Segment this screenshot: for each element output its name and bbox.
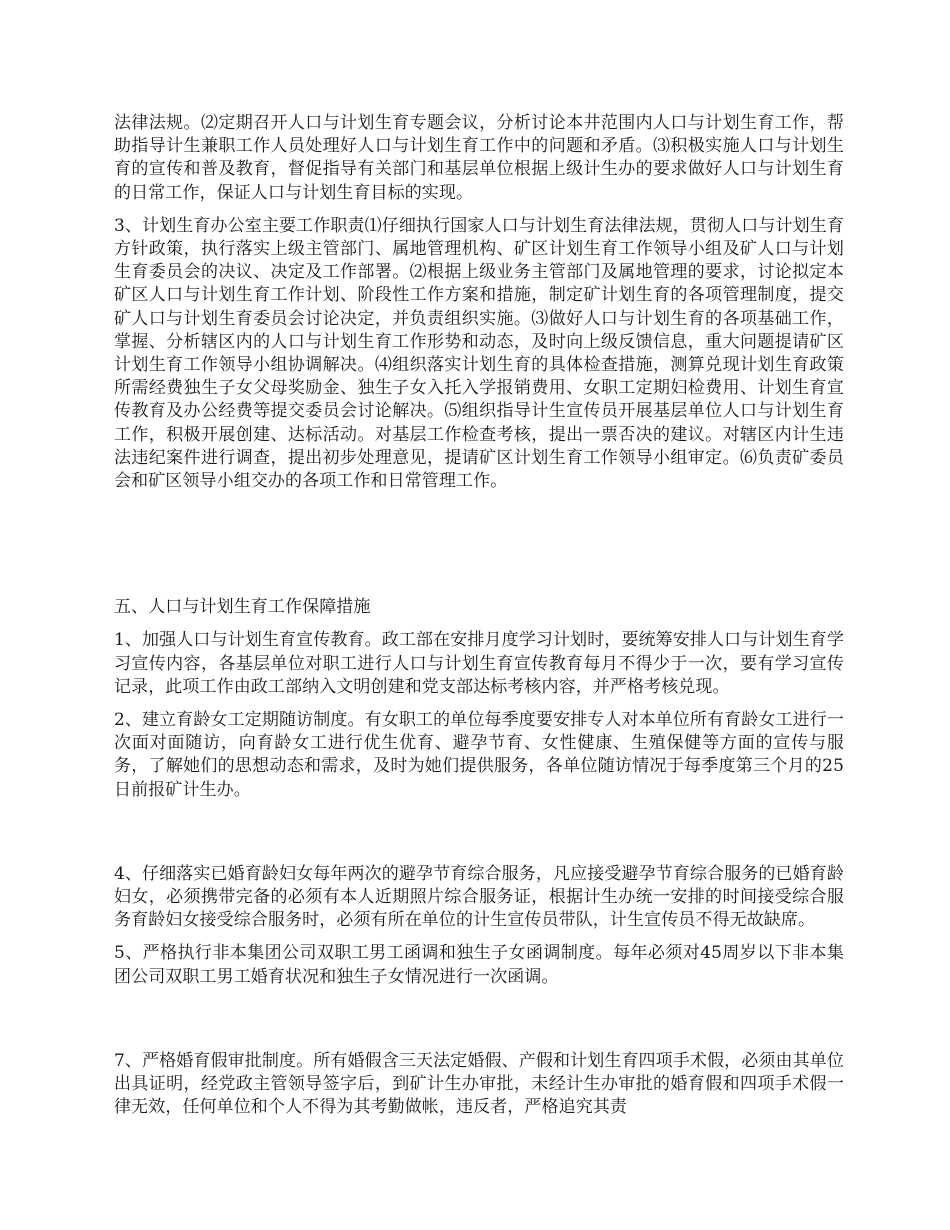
paragraph-item-2: 2、建立育龄女工定期随访制度。有女职工的单位每季度要安排专人对本单位所有育龄女工进行一次面对面随访，向育龄女工进行优生优育、避孕节育、女性健康、生殖保健等方面的宣传与服务，了解她们的思想动态和需求，及时为她们提供服务，各单位随访情况于每季度第三个月的25日前报矿计生办。 xyxy=(114,710,844,800)
spacer xyxy=(114,812,844,863)
spacer xyxy=(114,999,844,1050)
spacer xyxy=(114,503,844,596)
paragraph-item-7: 7、严格婚育假审批制度。所有婚假含三天法定婚假、产假和计划生育四项手术假，必须由其单位出具证明，经党政主管领导签字后，到矿计生办审批，未经计生办审批的婚育假和四项手术假一律无效，任何单位和个人不得为其考勤做帐，违反者，严格追究其责 xyxy=(114,1050,844,1118)
section-heading: 五、人口与计划生育工作保障措施 xyxy=(114,597,371,618)
paragraph-intro: 法律法规。⑵定期召开人口与计划生育专题会议，分析讨论本井范围内人口与计划生育工作，帮助指导计生兼职工作人员处理好人口与计划生育工作中的问题和矛盾。⑶积极实施人口与计划生育的宣传和普及教育，督促指导有关部门和基层单位根据上级计生办的要求做好人口与计划生育的日常工作，保证人口与计划生育目标的实现。 xyxy=(114,113,844,203)
paragraph-item-5: 5、严格执行非本集团公司双职工男工函调和独生子女函调制度。每年必须对45周岁以下非本集团公司双职工男工婚育状况和独生子女情况进行一次函调。 xyxy=(114,943,844,987)
document-body xyxy=(114,112,844,1130)
paragraph-item-4: 4、仔细落实已婚育龄妇女每年两次的避孕节育综合服务，凡应接受避孕节育综合服务的已婚育龄妇女，必须携带完备的必须有本人近期照片综合服务证，根据计生办统一安排的时间接受综合服务育龄妇女接受综合服务时，必须有所在单位的计生宣传员带队，计生宣传员不得无故缺席。 xyxy=(114,863,844,931)
paragraph-item-1: 1、加强人口与计划生育宣传教育。政工部在安排月度学习计划时，要统筹安排人口与计划生育学习宣传内容，各基层单位对职工进行人口与计划生育宣传教育每月不得少于一次，要有学习宣传记录，此项工作由政工部纳入文明创建和党支部达标考核内容，并严格考核兑现。 xyxy=(114,630,844,697)
paragraph-office-duties: 3、计划生育办公室主要工作职责⑴仔细执行国家人口与计划生育法律法规，贯彻人口与计划生育方针政策，执行落实上级主管部门、属地管理机构、矿区计划生育工作领导小组及矿人口与计划生育委员会的决议、决定及工作部署。⑵根据上级业务主管部门及属地管理的要求，讨论拟定本矿区人口与计划生育工作计划、阶段性工作方案和措施，制定矿计划生育的各项管理制度，提交矿人口与计划生育委员会讨论决定，并负责组织实施。⑶做好人口与计划生育的各项基础工作，掌握、分析辖区内的人口与计划生育工作形势和动态，及时向上级反馈信息，重大问题提请矿区计划生育工作领导小组协调解决。⑷组织落实计划生育的具体检查措施，测算兑现计划生育政策所需经费独生子女父母奖励金、独生子女入托入学报销费用、女职工定期妇检费用、计划生育宣传教育及办公经费等提交委员会讨论解决。⑸组织指导计生宣传员开展基层单位人口与计划生育工作，积极开展创建、达标活动。对基层工作检查考核，提出一票否决的建议。对辖区内计生违法违纪案件进行调查，提出初步处理意见，提请矿区计划生育工作领导小组审定。⑹负责矿委员会和矿区领导小组交办的各项工作和日常管理工作。 xyxy=(114,215,844,492)
